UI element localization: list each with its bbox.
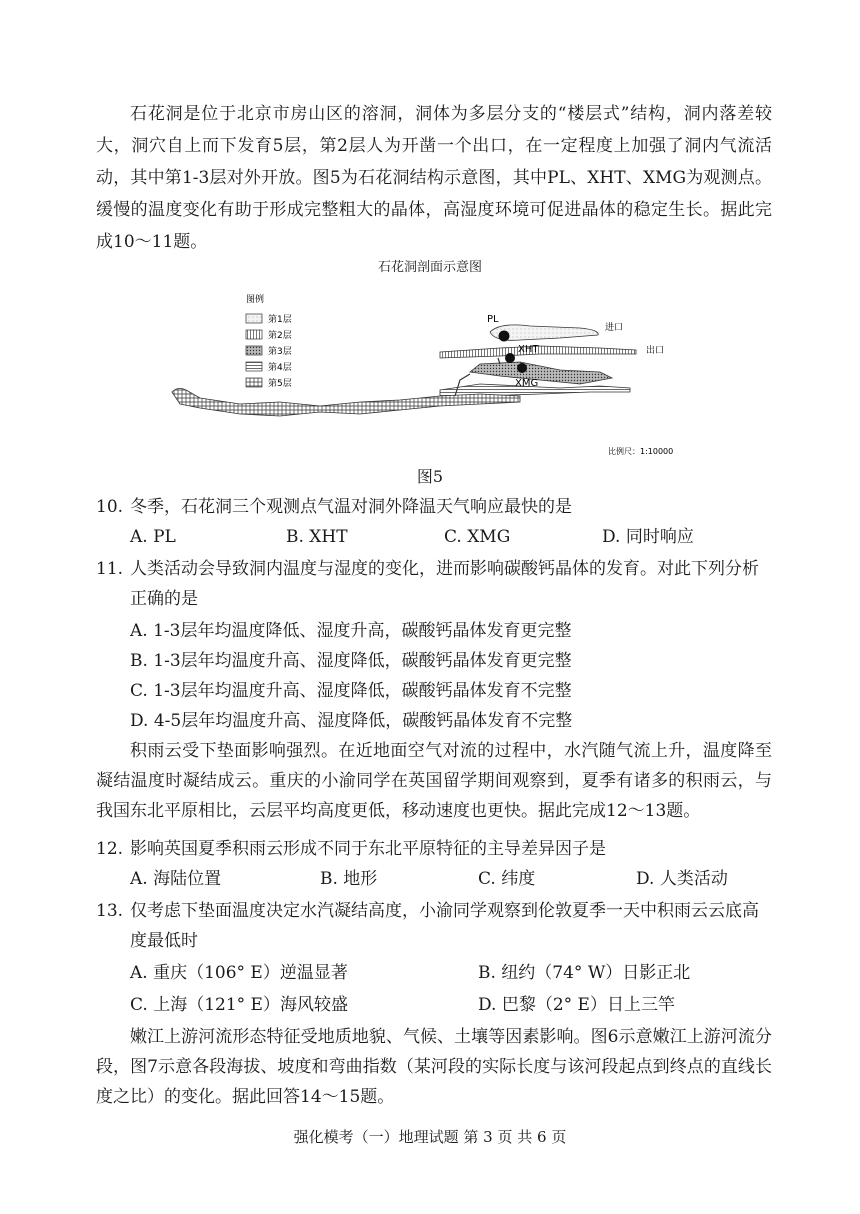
point-pl-label: PL xyxy=(487,314,499,325)
legend-item-2 xyxy=(246,329,292,341)
question-number: 12. xyxy=(96,839,124,859)
intro-paragraph-2: 积雨云受下垫面影响强烈。在近地面空气对流的过程中，水汽随气流上升，温度降至凝结温度时凝结成云。重庆的小渝同学在英国留学期间观察到，夏季有诸多的积雨云，与我国东北平原相比，云层平均高度更低，移动速度也更快。据此完成12～13题。 xyxy=(96,741,772,821)
point-xht-label: XHT xyxy=(518,344,539,355)
option-d[interactable]: D. 4-5层年均温度升高、湿度降低，碳酸钙晶体发育不完整 xyxy=(130,711,573,731)
question-12 xyxy=(96,834,772,864)
legend-item-3 xyxy=(246,345,292,357)
legend-item-1 xyxy=(246,313,292,325)
option-c[interactable]: C. XMG xyxy=(444,527,511,547)
option-c[interactable]: C. 1-3层年均温度升高、湿度降低，碳酸钙晶体发育不完整 xyxy=(130,681,572,701)
intro-paragraph-3: 嫩江上游河流形态特征受地质地貌、气候、土壤等因素影响。图6示意嫩江上游河流分段，图7示意各段海拔、坡度和弯曲指数（某河段的实际长度与该河段起点到终点的直线长度之比）的变化。据此回答14～15题。 xyxy=(96,1027,772,1107)
option-a[interactable]: A. PL xyxy=(130,527,176,547)
question-10-options xyxy=(130,522,770,552)
option-b[interactable]: B. XHT xyxy=(286,527,348,547)
question-number: 10. xyxy=(96,497,124,517)
option-b[interactable]: B. 地形 xyxy=(320,869,378,889)
scale-label: 比例尺：1:10000 xyxy=(608,447,674,456)
point-xht-marker xyxy=(505,353,515,363)
point-xmg-label: XMG xyxy=(515,378,539,389)
option-d[interactable]: D. 同时响应 xyxy=(602,527,694,547)
option-a[interactable]: A. 海陆位置 xyxy=(130,869,222,889)
question-13 xyxy=(96,896,772,956)
intro-paragraph-1: 石花洞是位于北京市房山区的溶洞，洞体为多层分支的“楼层式”结构，洞内落差较大，洞穴自上而下发育5层，第2层人为开凿一个出口，在一定程度上加强了洞内气流活动，其中第1-3层对外开放。图5为石花洞结构示意图，其中PL、XHT、XMG为观测点。缓慢的温度变化有助于形成完整粗大的晶体，高湿度环境可促进晶体的稳定生长。据此完成10～11题。 xyxy=(96,104,772,252)
question-text: 冬季，石花洞三个观测点气温对洞外降温天气响应最快的是 xyxy=(130,497,572,517)
question-12-options xyxy=(130,864,770,894)
point-pl-marker xyxy=(499,331,510,342)
figure-5-cave-diagram xyxy=(0,280,860,480)
question-10 xyxy=(96,492,772,522)
option-a[interactable]: A. 1-3层年均温度降低、湿度升高，碳酸钙晶体发育更完整 xyxy=(130,621,572,641)
question-text: 人类活动会导致洞内温度与湿度的变化，进而影响碳酸钙晶体的发育。对此下列分析正确的是 xyxy=(130,559,759,609)
svg-text:第5层: 第5层 xyxy=(268,379,292,389)
page-footer: 强化模考（一）地理试题 第 3 页 共 6 页 xyxy=(293,1128,567,1146)
svg-text:第3层: 第3层 xyxy=(268,347,292,357)
question-number: 13. xyxy=(96,901,124,921)
question-number: 11. xyxy=(96,559,124,579)
option-d[interactable]: D. 人类活动 xyxy=(636,869,728,889)
svg-text:第4层: 第4层 xyxy=(268,363,292,373)
point-xmg-marker xyxy=(517,363,527,373)
question-11 xyxy=(96,554,772,614)
svg-text:第2层: 第2层 xyxy=(268,331,292,341)
option-d[interactable]: D. 巴黎（2° E）日上三竿 xyxy=(478,995,675,1015)
svg-text:第1层: 第1层 xyxy=(268,315,292,325)
legend-item-4 xyxy=(246,361,292,373)
option-a[interactable]: A. 重庆（106° E）逆温显著 xyxy=(130,963,348,983)
cave-layer-3 xyxy=(470,362,612,384)
legend-title: 图例 xyxy=(246,295,265,305)
figure-5-title: 石花洞剖面示意图 xyxy=(377,260,482,275)
legend-item-5 xyxy=(246,377,292,389)
option-c[interactable]: C. 纬度 xyxy=(478,869,536,889)
option-b[interactable]: B. 纽约（74° W）日影正北 xyxy=(478,963,691,983)
figure-5-caption: 图5 xyxy=(416,467,444,486)
option-b[interactable]: B. 1-3层年均温度升高、湿度降低，碳酸钙晶体发育更完整 xyxy=(130,651,572,671)
exit-label: 出口 xyxy=(646,346,665,356)
question-text: 仅考虑下垫面温度决定水汽凝结高度，小渝同学观察到伦敦夏季一天中积雨云云底高度最低时 xyxy=(130,901,759,951)
entrance-label: 进口 xyxy=(605,323,624,333)
option-c[interactable]: C. 上海（121° E）海风较盛 xyxy=(130,995,348,1015)
question-text: 影响英国夏季积雨云形成不同于东北平原特征的主导差异因子是 xyxy=(130,839,606,859)
